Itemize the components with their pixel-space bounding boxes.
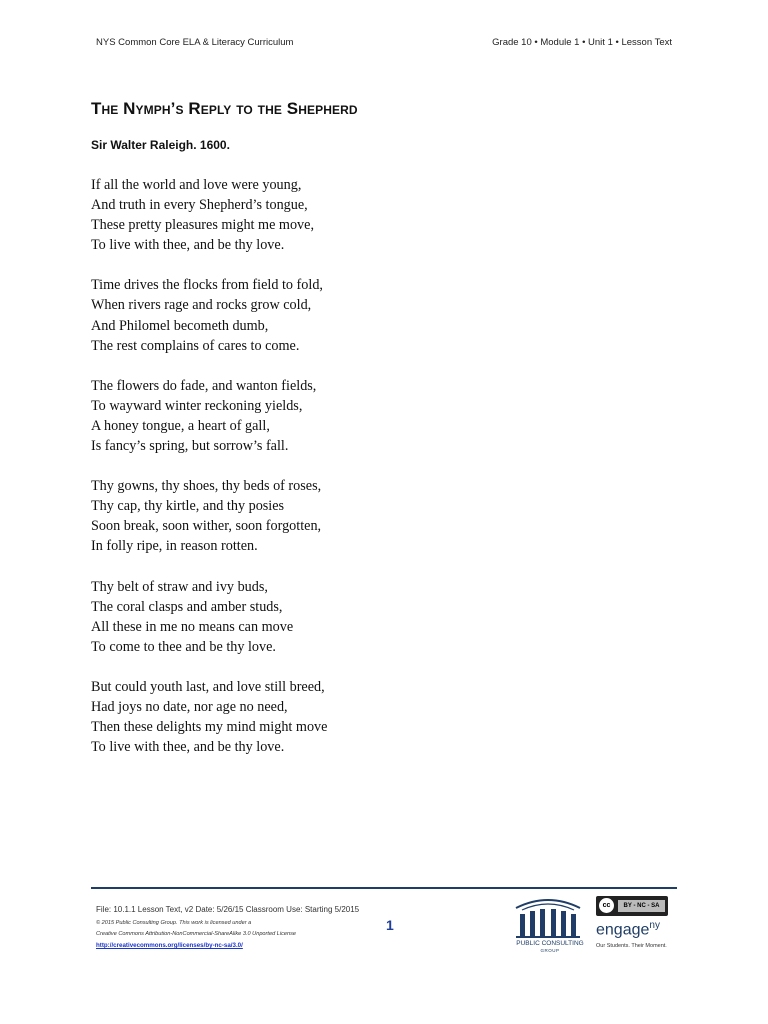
poem-line: But could youth last, and love still breed, bbox=[91, 678, 325, 695]
cc-icon: cc bbox=[599, 898, 614, 913]
license-line-1: © 2015 Public Consulting Group. This work is licensed under a bbox=[96, 920, 252, 926]
poem-author: Sir Walter Raleigh. 1600. bbox=[91, 138, 230, 152]
engageny-tagline: Our Students. Their Moment. bbox=[596, 943, 667, 949]
poem-line: When rivers rage and rocks grow cold, bbox=[91, 297, 312, 314]
footer-divider bbox=[91, 887, 677, 889]
file-info: File: 10.1.1 Lesson Text, v2 Date: 5/26/15 Classroom Use: Starting 5/2015 bbox=[96, 905, 360, 914]
stanza-2 bbox=[91, 275, 327, 355]
poem-line: In folly ripe, in reason rotten. bbox=[91, 538, 258, 555]
cc-terms: BY - NC - SA bbox=[618, 900, 665, 912]
cc-license-badge bbox=[596, 896, 668, 916]
stanza-6 bbox=[91, 677, 327, 757]
poem-body bbox=[91, 175, 327, 777]
engage-ny: ny bbox=[649, 920, 660, 931]
pcg-group: GROUP bbox=[540, 948, 560, 953]
pcg-name: PUBLIC CONSULTING bbox=[516, 940, 584, 947]
footer-info bbox=[96, 905, 359, 949]
poem-line: If all the world and love were young, bbox=[91, 177, 302, 193]
license-link[interactable]: http://creativecommons.org/licenses/by-nc-sa/3.0/ bbox=[96, 942, 243, 949]
page-number: 1 bbox=[386, 917, 394, 933]
poem-line: To live with thee, and be thy love. bbox=[91, 739, 285, 756]
poem-line: The rest complains of cares to come. bbox=[91, 337, 300, 354]
poem-line: And truth in every Shepherd’s tongue, bbox=[91, 197, 308, 214]
poem-line: The flowers do fade, and wanton fields, bbox=[91, 377, 317, 394]
engageny-logo bbox=[596, 920, 660, 939]
poem-line: Time drives the flocks from field to fold, bbox=[91, 277, 323, 294]
stanza-5 bbox=[91, 577, 327, 657]
license-line-2: Creative Commons Attribution-NonCommercial-ShareAlike 3.0 Unported License bbox=[96, 930, 297, 937]
engage-text: engage bbox=[596, 921, 650, 939]
poem-line: To live with thee, and be thy love. bbox=[91, 237, 285, 254]
poem-line: Thy cap, thy kirtle, and thy posies bbox=[91, 498, 285, 515]
poem-line: Then these delights my mind might move bbox=[91, 719, 328, 736]
poem-line: Is fancy’s spring, but sorrow’s fall. bbox=[91, 438, 289, 455]
curriculum-name: NYS Common Core ELA & Literacy Curriculum bbox=[96, 37, 294, 48]
poem-line: All these in me no means can move bbox=[91, 618, 294, 635]
poem-line: Soon break, soon wither, soon forgotten, bbox=[91, 518, 322, 535]
poem-line: These pretty pleasures might me move, bbox=[91, 217, 314, 234]
lesson-identifier: Grade 10 • Module 1 • Unit 1 • Lesson Text bbox=[492, 37, 672, 48]
poem-line: To wayward winter reckoning yields, bbox=[91, 397, 303, 414]
page-header bbox=[96, 37, 672, 51]
poem-line: Thy belt of straw and ivy buds, bbox=[91, 578, 268, 595]
stanza-3 bbox=[91, 376, 327, 456]
poem-line: A honey tongue, a heart of gall, bbox=[91, 417, 270, 434]
poem-title: The Nymph’s Reply to the Shepherd bbox=[91, 99, 358, 118]
stanza-1 bbox=[91, 175, 327, 255]
poem-line: Had joys no date, nor age no need, bbox=[91, 698, 288, 715]
poem-line: To come to thee and be thy love. bbox=[91, 638, 276, 655]
pcg-wordmark bbox=[510, 940, 590, 954]
poem-line: The coral clasps and amber studs, bbox=[91, 598, 283, 615]
poem-line: Thy gowns, thy shoes, thy beds of roses, bbox=[91, 478, 322, 495]
stanza-4 bbox=[91, 476, 327, 556]
poem-line: And Philomel becometh dumb, bbox=[91, 317, 269, 334]
